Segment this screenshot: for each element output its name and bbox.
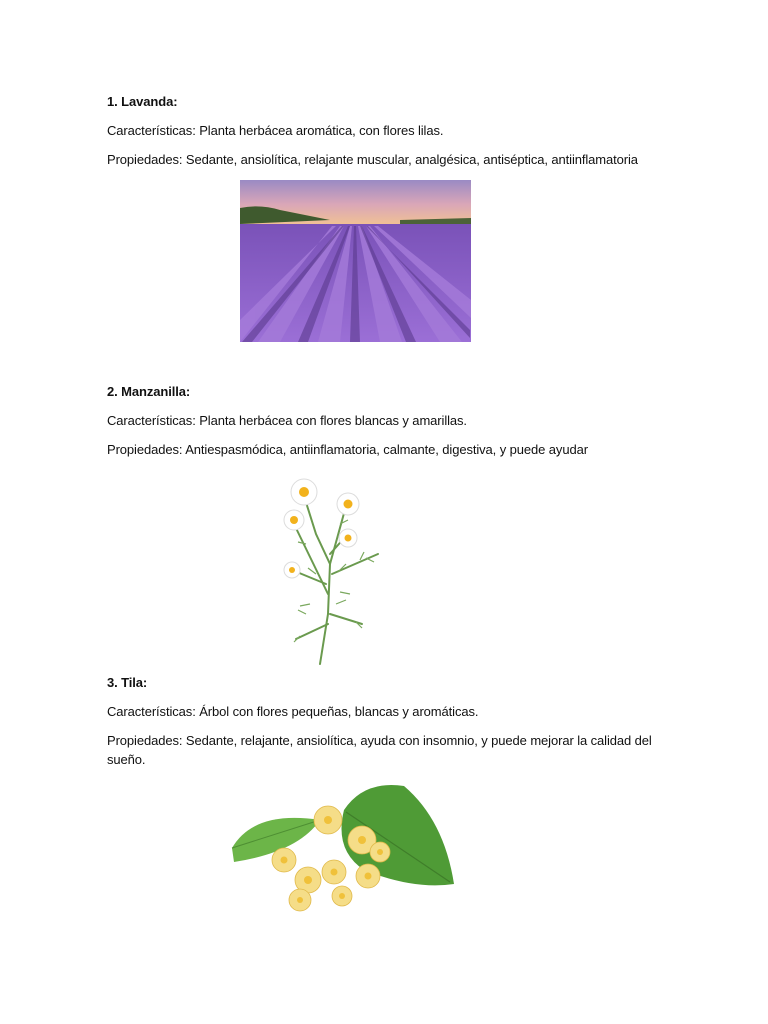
propiedades-manzanilla: Propiedades: Antiespasmódica, antiinflamatoria, calmante, digestiva, y puede ayudar <box>107 442 588 457</box>
section-heading-manzanilla: 2. Manzanilla: <box>107 384 191 399</box>
propiedades-lavanda: Propiedades: Sedante, ansiolítica, relajante muscular, analgésica, antiséptica, antiinflamatoria <box>107 152 638 167</box>
chamomile-plant-image <box>276 474 386 666</box>
propiedades-tila: Propiedades: Sedante, relajante, ansiolítica, ayuda con insomnio, y puede mejorar la calidad del sueño. <box>107 733 652 767</box>
chamomile-flower <box>284 479 359 578</box>
linden-flower-image <box>224 780 460 922</box>
section-heading-lavanda: 1. Lavanda: <box>107 94 178 109</box>
lavender-field-image <box>240 180 471 342</box>
caracteristicas-tila: Características: Árbol con flores pequeñas, blancas y aromáticas. <box>107 704 479 719</box>
caracteristicas-manzanilla: Características: Planta herbácea con flores blancas y amarillas. <box>107 413 467 428</box>
caracteristicas-lavanda: Características: Planta herbácea aromática, con flores lilas. <box>107 123 444 138</box>
section-heading-tila: 3. Tila: <box>107 675 148 690</box>
